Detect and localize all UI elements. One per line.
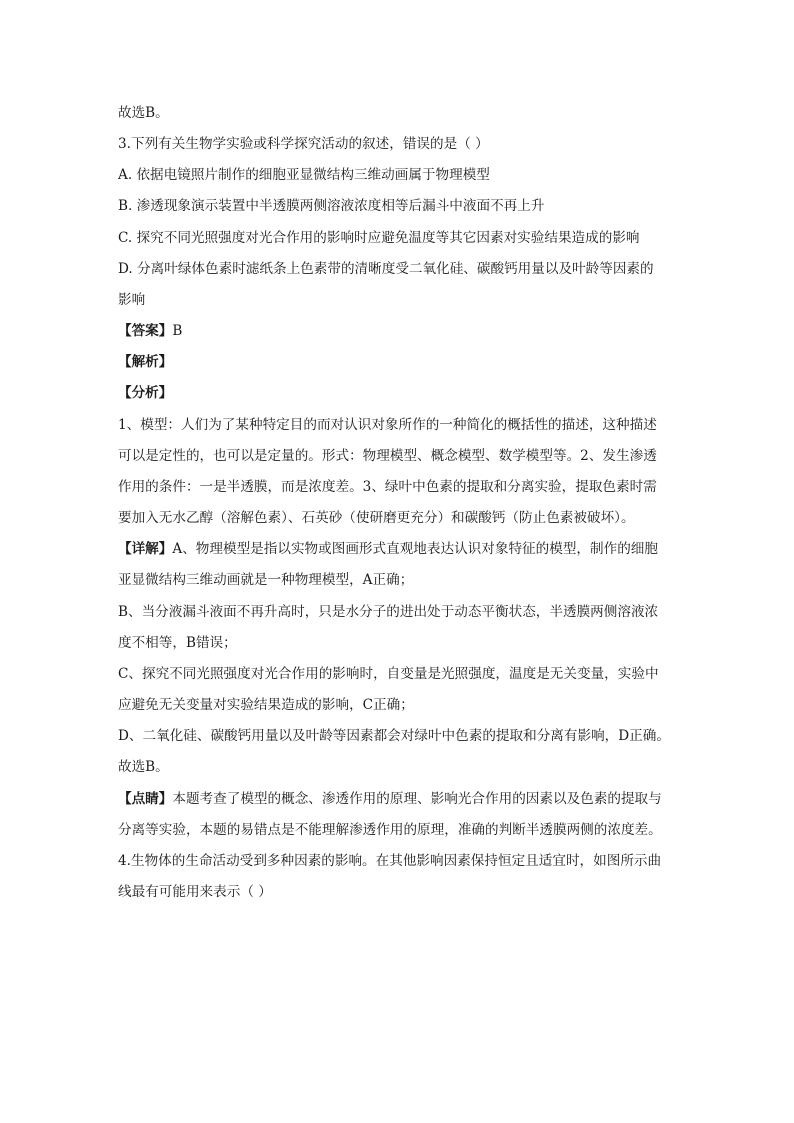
analysis-tag: 【解析】 xyxy=(118,354,173,370)
detail-text-1: A、物理模型是指以实物或图画形式直观地表达认识对象特征的模型，制作的细胞 xyxy=(172,541,658,557)
question-3-option-b: B. 渗透现象演示装置中半透膜两侧溶液浓度相等后漏斗中液面不再上升 xyxy=(118,198,545,214)
question-3-option-a: A. 依据电镜照片制作的细胞亚显微结构三维动画属于物理模型 xyxy=(118,167,490,183)
analysis-subheading xyxy=(118,385,172,401)
analysis-heading xyxy=(118,354,172,370)
question-3-stem: 3.下列有关生物学实验或科学探究活动的叙述，错误的是（ ） xyxy=(118,136,489,152)
detail-line-6: 应避免无关变量对实验结果造成的影响，C正确； xyxy=(118,697,414,713)
fenxi-tag: 【分析】 xyxy=(118,385,173,401)
question-4-stem-line-2: 线最有可能用来表示（ ） xyxy=(118,884,272,900)
detail-conclusion: 故选B。 xyxy=(118,759,169,775)
question-3-option-c: C. 探究不同光照强度对光合作用的影响时应避免温度等其它因素对实验结果造成的影响 xyxy=(118,230,640,246)
point-line-1 xyxy=(118,791,662,807)
detail-line-2: 亚显微结构三维动画就是一种物理模型，A正确； xyxy=(118,572,414,588)
answer-line xyxy=(118,323,182,339)
point-tag: 【点睛】 xyxy=(118,791,173,807)
detail-line-4: 度不相等，B错误； xyxy=(118,635,237,651)
question-3-option-d: D. 分离叶绿体色素时滤纸条上色素带的清晰度受二氧化硅、碳酸钙用量以及叶龄等因素的 xyxy=(118,261,654,277)
detail-line-3: B、当分液漏斗液面不再升高时，只是水分子的进出处于动态平衡状态，半透膜两侧溶液浓 xyxy=(118,604,659,620)
text-line-conclusion-prev: 故选B。 xyxy=(118,105,169,121)
question-3-option-d-cont: 影响 xyxy=(118,292,146,308)
analysis-para-line-1: 1、模型：人们为了某种特定目的而对认识对象所作的一种简化的概括性的描述，这种描述 xyxy=(118,417,657,433)
point-line-2: 分离等实验，本题的易错点是不能理解渗透作用的原理，准确的判断半透膜两侧的浓度差。 xyxy=(118,822,662,838)
analysis-para-line-2: 可以是定性的，也可以是定量的。形式：物理模型、概念模型、数学模型等。2、发生渗透 xyxy=(118,448,657,464)
detail-tag: 【详解】 xyxy=(118,541,173,557)
point-text-1: 本题考查了模型的概念、渗透作用的原理、影响光合作用的因素以及色素的提取与 xyxy=(172,791,662,807)
analysis-para-line-3: 作用的条件：一是半透膜，而是浓度差。3、绿叶中色素的提取和分离实验，提取色素时需 xyxy=(118,479,657,495)
question-4-stem-line-1: 4.生物体的生命活动受到多种因素的影响。在其他影响因素保持恒定且适宜时，如图所示曲 xyxy=(118,853,662,869)
answer-value: B xyxy=(172,323,183,339)
analysis-para-line-4: 要加入无水乙醇（溶解色素）、石英砂（使研磨更充分）和碳酸钙（防止色素被破坏）。 xyxy=(118,510,635,526)
answer-tag: 【答案】 xyxy=(118,323,173,339)
detail-line-7: D、二氧化硅、碳酸钙用量以及叶龄等因素都会对绿叶中色素的提取和分离有影响，D正确。 xyxy=(118,728,670,744)
detail-line-1 xyxy=(118,541,658,557)
detail-line-5: C、探究不同光照强度对光合作用的影响时，自变量是光照强度，温度是无关变量，实验中 xyxy=(118,666,659,682)
